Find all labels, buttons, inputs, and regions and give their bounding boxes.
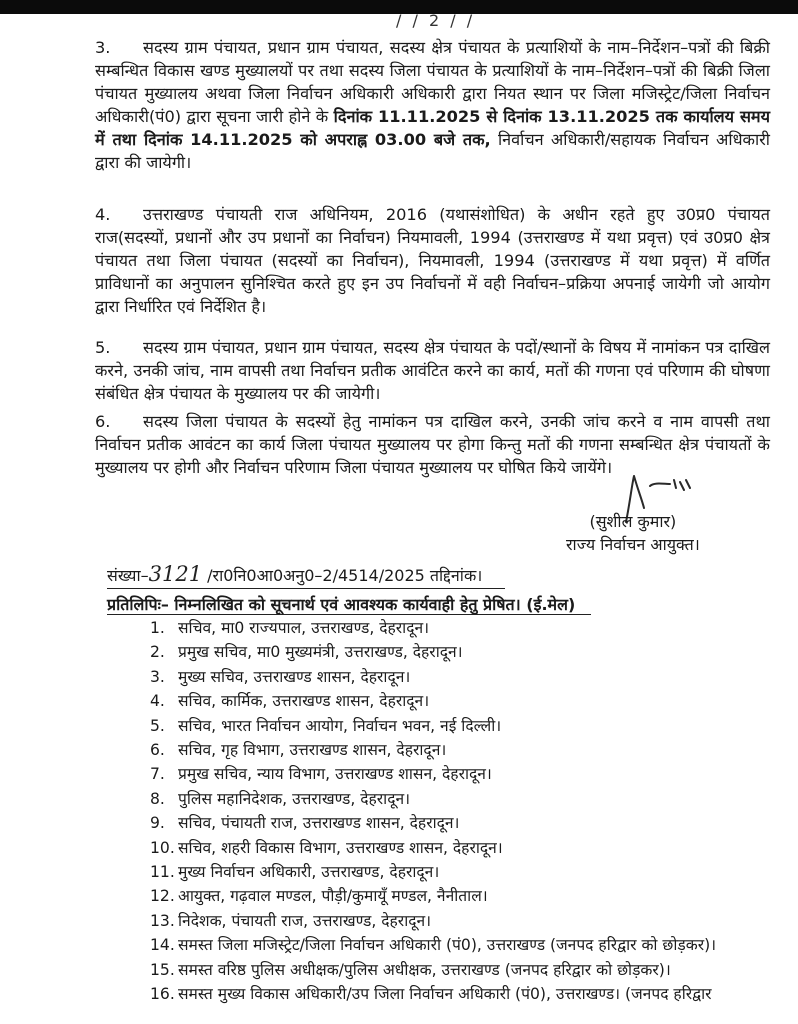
list-item-text: सचिव, कार्मिक, उत्तराखण्ड शासन, देहरादून। bbox=[178, 692, 430, 711]
copy-recipient-list bbox=[150, 616, 778, 1007]
paragraph-text: सदस्य ग्राम पंचायत, प्रधान ग्राम पंचायत, सदस्य क्षेत्र पंचायत के पदों/स्थानों के विषय में नामांकन पत्र दाखिल करने, उनकी जांच, नाम वापसी तथा निर्वाचन प्रतीक आवंटित करने का कार्य, मतों की गणना एवं परिणाम की घोषणा संबंधित क्षेत्र पंचायत के मुख्यालय पर की जायेगी। bbox=[95, 338, 770, 403]
list-item-number: 8. bbox=[150, 789, 165, 808]
list-item bbox=[150, 714, 778, 738]
list-item-number: 11. bbox=[150, 863, 175, 882]
list-item bbox=[150, 738, 778, 762]
paragraph-text: निर्वाचन अधिकारी/सहायक निर्वाचन अधिकारी द्वारा की जायेगी। bbox=[95, 130, 770, 172]
list-item-number: 6. bbox=[150, 741, 165, 760]
list-item-text: मुख्य निर्वाचन अधिकारी, उत्तराखण्ड, देहरादून। bbox=[178, 863, 440, 882]
list-item bbox=[150, 860, 778, 884]
list-item bbox=[150, 616, 778, 640]
signatory-designation: राज्य निर्वाचन आयुक्त। bbox=[566, 535, 700, 554]
list-item bbox=[150, 909, 778, 933]
paragraph-4 bbox=[95, 203, 770, 318]
list-item bbox=[150, 958, 778, 982]
paragraph-bold-dates: दिनांक 11.11.2025 से दिनांक 13.11.2025 तक कार्यालय समय में तथा दिनांक 14.11.2025 को अपराह्न 03.00 बजे तक, bbox=[95, 107, 770, 149]
list-item-text: सचिव, पंचायती राज, उत्तराखण्ड शासन, देहरादून। bbox=[178, 814, 460, 833]
list-item-number: 1. bbox=[150, 619, 165, 637]
list-item bbox=[150, 689, 778, 713]
list-item-text: मुख्य सचिव, उत्तराखण्ड शासन, देहरादून। bbox=[178, 667, 411, 686]
paragraph-number: 6. bbox=[95, 412, 111, 431]
paragraph-5 bbox=[95, 336, 770, 405]
signatory-name: (सुशील कुमार) bbox=[589, 512, 677, 531]
reference-prefix: संख्या– bbox=[107, 566, 149, 585]
list-item bbox=[150, 640, 778, 664]
list-item bbox=[150, 884, 778, 908]
copy-heading-underline bbox=[107, 614, 591, 615]
list-item bbox=[150, 762, 778, 786]
signature-block bbox=[566, 510, 700, 556]
list-item-number: 9. bbox=[150, 814, 165, 833]
list-item-number: 10. bbox=[150, 838, 175, 857]
list-item-text: सचिव, मा0 राज्यपाल, उत्तराखण्ड, देहरादून। bbox=[178, 619, 430, 637]
paragraph-3 bbox=[95, 36, 770, 174]
reference-number bbox=[107, 562, 482, 586]
paragraph-text: उत्तराखण्ड पंचायती राज अधिनियम, 2016 (यथासंशोधित) के अधीन रहते हुए उ0प्र0 पंचायत राज(सदस्यों, प्रधानों और उप प्रधानों का निर्वाचन) नियमावली, 1994 (उत्तराखण्ड में यथा प्रवृत्त) एवं उ0प्र0 क्षेत्र पंचायत तथा जिला पंचायत (सदस्यों का निर्वाचन), नियमावली, 1994 (उत्तराखण्ड में यथा प्रवृत्त) में वर्णित प्राविधानों का अनुपालन सुनिश्चित करते हुए इन उप निर्वाचनों में वही निर्वाचन–प्रक्रिया अपनाई जायेगी जो आयोग द्वारा निर्धारित एवं निर्देशित है। bbox=[95, 205, 770, 316]
list-item bbox=[150, 665, 778, 689]
paragraph-text: सदस्य ग्राम पंचायत, प्रधान ग्राम पंचायत, सदस्य क्षेत्र पंचायत के प्रत्याशियों के नाम–निर्देशन–पत्रों की बिक्री सम्बन्धित विकास खण्ड मुख्यालयों पर तथा सदस्य जिला पंचायत के प्रत्याशियों के नाम–निर्देशन–पत्रों की बिक्री जिला पंचायत मुख्यालय अथवा जिला निर्वाचन अधिकारी अधिकारी द्वारा नियत स्थान पर जिला मजिस्ट्रेट/जिला निर्वाचन अधिकारी(पं0) द्वारा सूचना जारी होने के bbox=[95, 38, 770, 126]
list-item-text: पुलिस महानिदेशक, उत्तराखण्ड, देहरादून। bbox=[178, 789, 411, 808]
list-item-text: सचिव, गृह विभाग, उत्तराखण्ड शासन, देहरादून। bbox=[178, 741, 447, 760]
list-item bbox=[150, 933, 778, 957]
list-item-number: 12. bbox=[150, 887, 175, 906]
list-item-number: 2. bbox=[150, 643, 165, 662]
list-item-text: आयुक्त, गढ़वाल मण्डल, पौड़ी/कुमायूँ मण्डल, नैनीताल। bbox=[178, 887, 488, 906]
list-item-number: 5. bbox=[150, 716, 165, 735]
list-item-number: 13. bbox=[150, 911, 175, 930]
list-item-number: 4. bbox=[150, 692, 165, 711]
list-item-number: 7. bbox=[150, 765, 165, 784]
list-item-text: प्रमुख सचिव, मा0 मुख्यमंत्री, उत्तराखण्ड, देहरादून। bbox=[178, 643, 463, 662]
list-item-text: सचिव, शहरी विकास विभाग, उत्तराखण्ड शासन, देहरादून। bbox=[178, 838, 503, 857]
list-item-text: समस्त जिला मजिस्ट्रेट/जिला निर्वाचन अधिकारी (पं0), उत्तराखण्ड (जनपद हरिद्वार को छोड़कर)। bbox=[178, 936, 717, 955]
list-item bbox=[150, 787, 778, 811]
page-number: / / 2 / / bbox=[396, 11, 476, 30]
paragraph-number: 4. bbox=[95, 205, 111, 224]
paragraph-6 bbox=[95, 410, 770, 479]
list-item-text: समस्त वरिष्ठ पुलिस अधीक्षक/पुलिस अधीक्षक, उत्तराखण्ड (जनपद हरिद्वार को छोड़कर)। bbox=[178, 960, 671, 979]
list-item-number: 3. bbox=[150, 667, 165, 686]
list-item-text: समस्त मुख्य विकास अधिकारी/उप जिला निर्वाचन अधिकारी (पं0), उत्तराखण्ड। (जनपद हरिद्वार bbox=[178, 985, 712, 1004]
list-item-number: 16. bbox=[150, 985, 175, 1004]
paragraph-number: 5. bbox=[95, 338, 111, 357]
list-item-text: प्रमुख सचिव, न्याय विभाग, उत्तराखण्ड शासन, देहरादून। bbox=[178, 765, 492, 784]
list-item-text: सचिव, भारत निर्वाचन आयोग, निर्वाचन भवन, नई दिल्ली। bbox=[178, 716, 502, 735]
list-item-number: 14. bbox=[150, 936, 175, 955]
paragraph-number: 3. bbox=[95, 38, 111, 57]
list-item-number: 15. bbox=[150, 960, 175, 979]
list-item bbox=[150, 836, 778, 860]
reference-handwritten-number: 3121 bbox=[148, 562, 203, 586]
paragraph-text: सदस्य जिला पंचायत के सदस्यों हेतु नामांकन पत्र दाखिल करने, उनकी जांच करने व नाम वापसी तथा निर्वाचन प्रतीक आवंटन का कार्य जिला पंचायत मुख्यालय पर होगा किन्तु मतों की गणना सम्बन्धित क्षेत्र पंचायतों के मुख्यालय पर होगी और निर्वाचन परिणाम जिला पंचायत मुख्यालय पर घोषित किये जायेंगे। bbox=[95, 412, 770, 477]
list-item bbox=[150, 811, 778, 835]
reference-suffix: /रा0नि0आ0अनु0–2/4514/2025 तद्दिनांक। bbox=[202, 566, 483, 585]
reference-underline bbox=[107, 588, 505, 589]
copy-heading: प्रतिलिपिः– निम्नलिखित को सूचनार्थ एवं आवश्यक कार्यवाही हेतु प्रेषित। (ई.मेल) bbox=[107, 595, 576, 614]
list-item-text: निदेशक, पंचायती राज, उत्तराखण्ड, देहरादून। bbox=[178, 911, 432, 930]
list-item bbox=[150, 982, 778, 1006]
